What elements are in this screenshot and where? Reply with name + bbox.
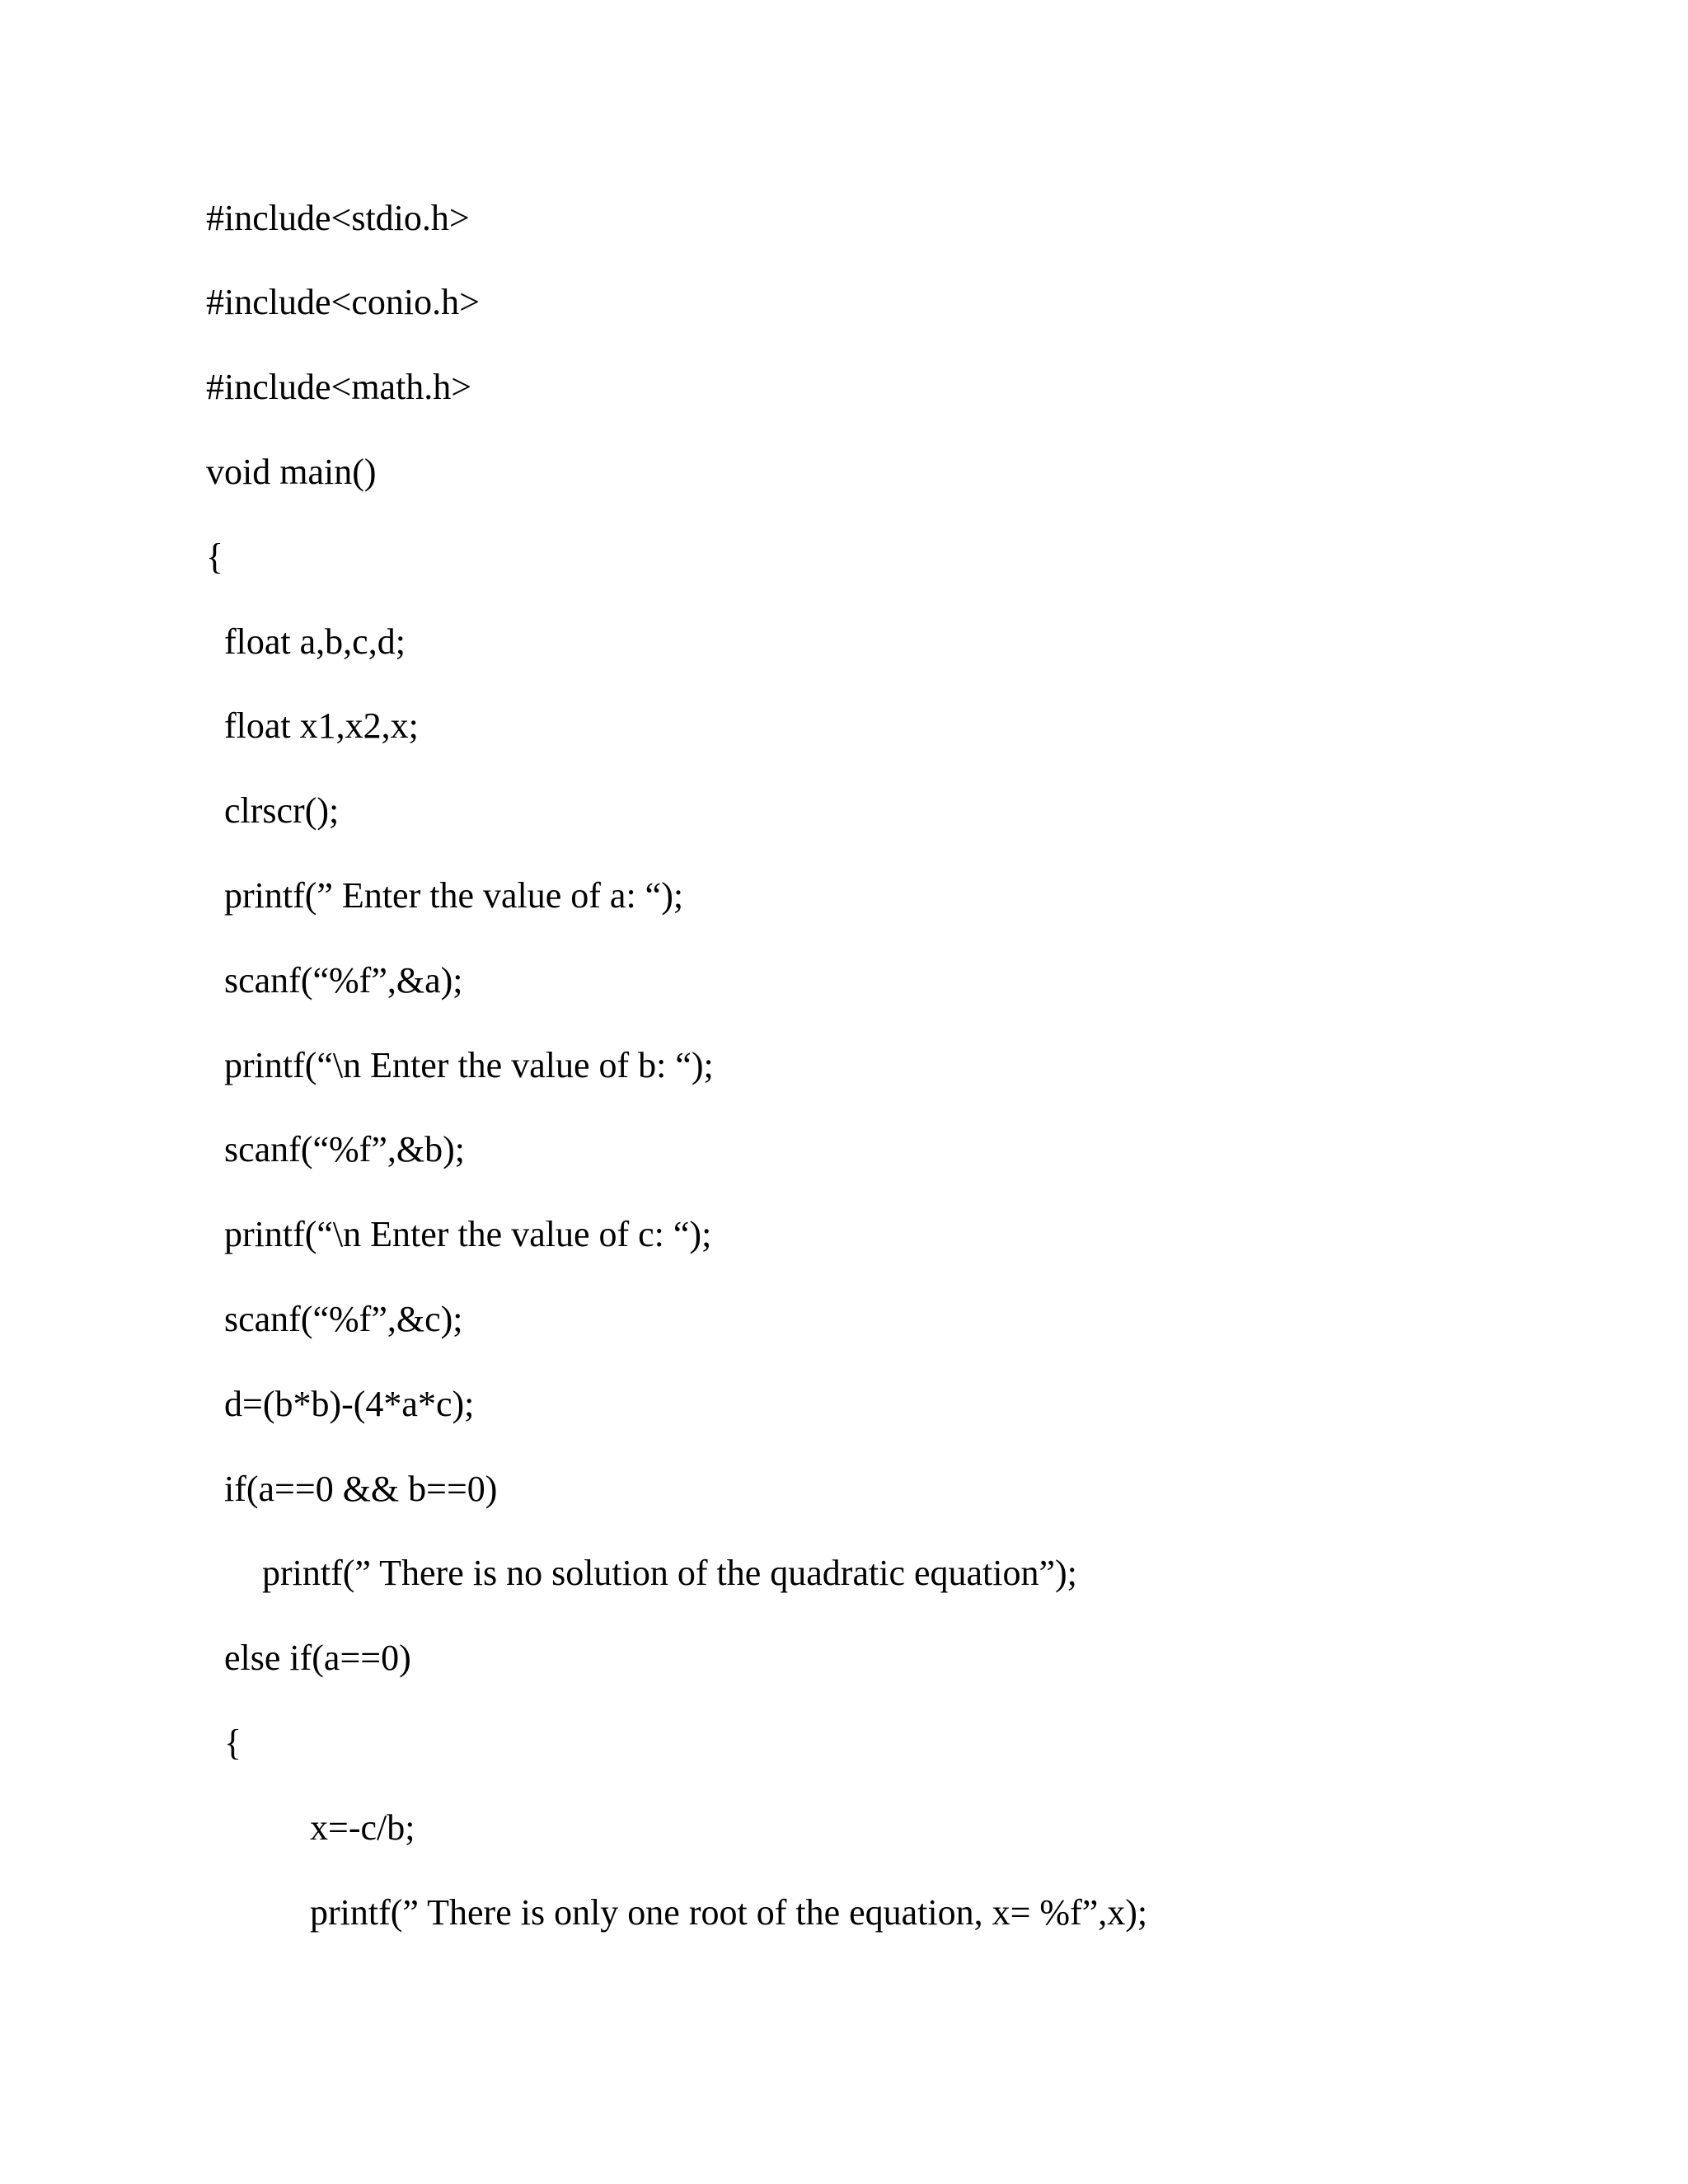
code-line-float-abcd: float a,b,c,d;	[224, 621, 406, 662]
code-line-include-math: #include<math.h>	[206, 367, 472, 407]
code-line-scanf-b: scanf(“%f”,&b);	[224, 1129, 465, 1169]
code-line-main-signature: void main()	[206, 452, 377, 492]
code-line-clrscr: clrscr();	[224, 790, 340, 831]
code-line-scanf-a: scanf(“%f”,&a);	[224, 960, 463, 1001]
code-line-x-assign: x=-c/b;	[310, 1807, 415, 1848]
code-line-printf-no-solution: printf(” There is no solution of the quadratic equation”);	[262, 1553, 1077, 1593]
code-line-printf-one-root: printf(” There is only one root of the equation, x= %f”,x);	[310, 1892, 1148, 1933]
code-line-printf-b: printf(“\n Enter the value of b: “);	[224, 1045, 714, 1085]
code-line-discriminant: d=(b*b)-(4*a*c);	[224, 1384, 475, 1424]
code-line-scanf-c: scanf(“%f”,&c);	[224, 1299, 463, 1339]
code-line-else-if: else if(a==0)	[224, 1638, 411, 1678]
code-line-printf-c: printf(“\n Enter the value of c: “);	[224, 1214, 712, 1254]
code-line-include-conio: #include<conio.h>	[206, 282, 480, 322]
code-line-open-brace: {	[206, 537, 224, 577]
code-line-include-stdio: #include<stdio.h>	[206, 198, 470, 238]
code-line-if-condition: if(a==0 && b==0)	[224, 1469, 498, 1509]
code-line-printf-a: printf(” Enter the value of a: “);	[224, 875, 684, 916]
code-line-inner-open-brace: {	[224, 1722, 242, 1763]
code-line-float-x: float x1,x2,x;	[224, 705, 419, 746]
